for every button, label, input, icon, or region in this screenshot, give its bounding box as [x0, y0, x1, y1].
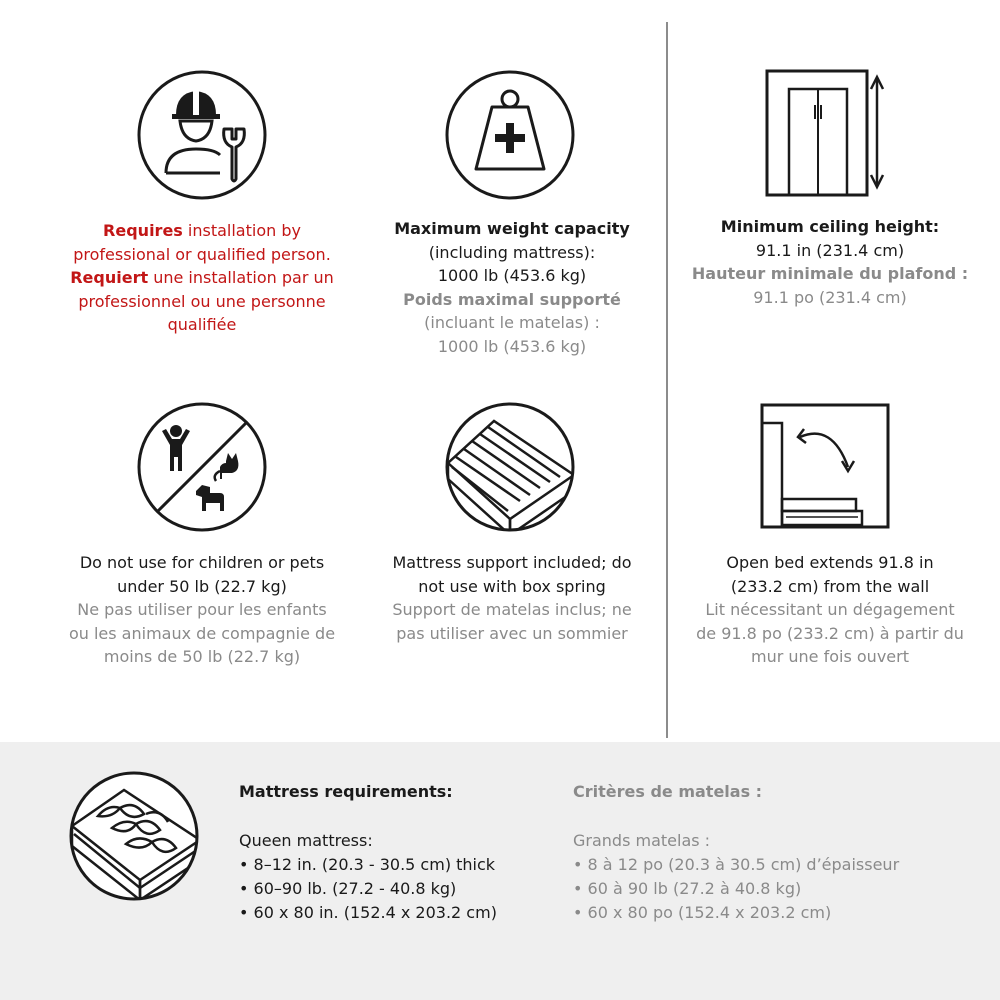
- mattress-fr-heading: Critères de matelas :: [573, 782, 763, 801]
- weight-fr-line-2: (incluant le matelas) :: [424, 313, 600, 332]
- install-caption: [32, 219, 372, 337]
- mattress-en-item: • 60 x 80 in. (152.4 x 203.2 cm): [239, 903, 497, 922]
- mattress-en-column: [239, 780, 497, 925]
- mattress-fr-item: • 60 à 90 lb (27.2 à 40.8 kg): [573, 879, 802, 898]
- extends-fr-line-2: de 91.8 po (233.2 cm) à partir du: [696, 623, 964, 643]
- children-en-line-1: Do not use for children or pets: [79, 553, 325, 572]
- children-fr-line-1: Ne pas utiliser pour les enfants: [77, 600, 327, 619]
- extends-caption: [672, 551, 988, 669]
- install-en-bold: Requires: [103, 221, 183, 240]
- weight-en-line-3: 1000 lb (453.6 kg): [437, 266, 587, 285]
- extends-fr-line-1: Lit nécessitant un dégagement: [705, 600, 955, 619]
- install-fr-rest: une installation par un: [148, 268, 334, 287]
- install-fr-bold: Requiert: [70, 268, 149, 287]
- elevator-ceiling-height-icon: [765, 69, 891, 197]
- ceiling-fr-line-2: 91.1 po (231.4 cm): [753, 287, 907, 307]
- children-fr-line-2: ou les animaux de compagnie de: [68, 623, 336, 643]
- vertical-divider: [666, 22, 668, 738]
- mattress-en-item: • 8–12 in. (20.3 - 30.5 cm) thick: [239, 855, 496, 874]
- mattress-en-heading: Mattress requirements:: [239, 782, 453, 801]
- ceiling-fr-title: Hauteur minimale du plafond :: [691, 264, 969, 283]
- children-fr-line-3: moins de 50 lb (22.7 kg): [103, 647, 301, 666]
- extends-en-line-1: Open bed extends 91.8 in: [726, 553, 934, 572]
- support-en-line-2: not use with box spring: [418, 576, 606, 596]
- support-en-line-1: Mattress support included; do: [392, 553, 632, 572]
- installer-wrench-icon: [136, 69, 268, 201]
- mattress-requirements-panel: [0, 742, 1000, 1000]
- ceiling-en-title: Minimum ceiling height:: [720, 217, 940, 236]
- mattress-fr-subheading: Grands matelas :: [573, 831, 711, 850]
- install-en-line-2: professional or qualified person.: [73, 244, 331, 264]
- slatted-support-icon: [444, 401, 576, 533]
- install-fr-line-3: qualifiée: [167, 315, 237, 334]
- wall-bed-open-icon: [760, 403, 890, 529]
- ceiling-en-line-2: 91.1 in (231.4 cm): [755, 240, 905, 260]
- weight-en-line-2: (including mattress):: [428, 242, 596, 262]
- mattress-fr-item: • 60 x 80 po (152.4 x 203.2 cm): [573, 903, 832, 922]
- install-fr-line-2: professionnel ou une personne: [78, 291, 326, 311]
- mattress-en-item: • 60–90 lb. (27.2 - 40.8 kg): [239, 879, 457, 898]
- extends-en-line-2: (233.2 cm) from the wall: [730, 576, 930, 596]
- children-caption: [32, 551, 372, 669]
- weight-fr-title: Poids maximal supporté: [403, 289, 621, 309]
- mattress-en-subheading: Queen mattress:: [239, 831, 373, 850]
- weight-plus-icon: [444, 69, 576, 201]
- mattress-quilted-icon: [68, 770, 200, 902]
- no-children-pets-icon: [136, 401, 268, 533]
- weight-en-title: Maximum weight capacity: [394, 219, 630, 238]
- weight-caption: [352, 217, 672, 358]
- mattress-fr-column: [573, 780, 899, 925]
- support-fr-line-1: Support de matelas inclus; ne: [392, 600, 632, 619]
- support-fr-line-2: pas utiliser avec un sommier: [396, 623, 628, 643]
- children-en-line-2: under 50 lb (22.7 kg): [117, 576, 287, 596]
- install-en-rest: installation by: [182, 221, 301, 240]
- mattress-fr-item: • 8 à 12 po (20.3 à 30.5 cm) d’épaisseur: [573, 855, 900, 874]
- ceiling-caption: [680, 215, 980, 309]
- extends-fr-line-3: mur une fois ouvert: [751, 647, 909, 666]
- weight-fr-line-3: 1000 lb (453.6 kg): [437, 336, 587, 356]
- support-caption: [352, 551, 672, 645]
